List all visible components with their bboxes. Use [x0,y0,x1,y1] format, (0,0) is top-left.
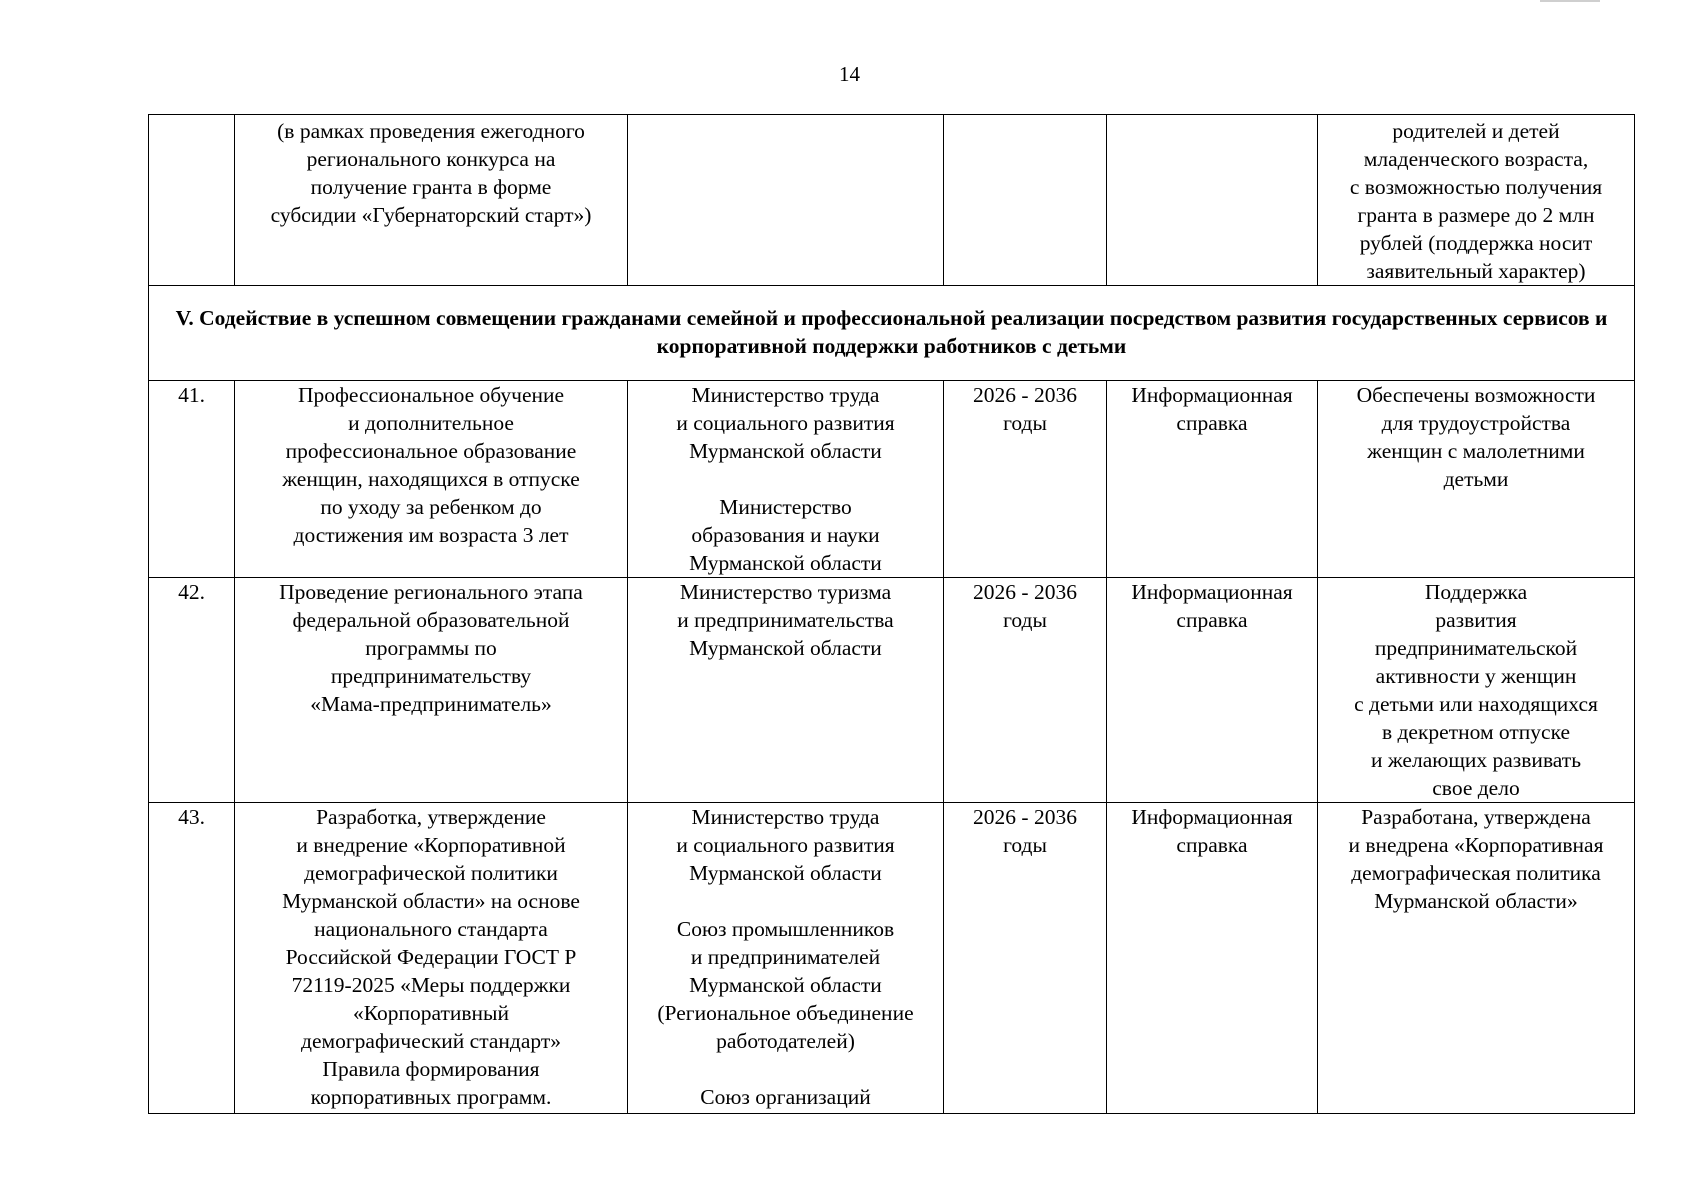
table-row [149,381,1635,578]
cell-number: 42. [149,578,235,803]
cell-executor: Министерство труда и социального развития Мурманской области Союз промышленников и предпринимателей Мурманской области (Региональное объединение работодателей) Союз организаций [628,803,944,1114]
cell-result: Поддержка развития предпринимательской активности у женщин с детьми или находящихся в декретном отпуске и желающих развивать свое дело [1318,578,1635,803]
section-heading-row [149,286,1635,381]
cell-event: Профессиональное обучение и дополнительное профессиональное образование женщин, находящихся в отпуске по уходу за ребенком до достижения им возраста 3 лет [235,381,628,578]
cell-report-form [1107,115,1318,286]
cell-term: 2026 - 2036 годы [944,578,1107,803]
cell-result: родителей и детей младенческого возраста, с возможностью получения гранта в размере до 2 млн рублей (поддержка носит заявительный характер) [1318,115,1635,286]
cell-executor [628,115,944,286]
cell-report-form: Информационная справка [1107,578,1318,803]
cell-report-form: Информационная справка [1107,803,1318,1114]
cell-event: Разработка, утверждение и внедрение «Корпоративной демографической политики Мурманской области» на основе национального стандарта Российской Федерации ГОСТ Р 72119-2025 «Меры поддержки «Корпоративный демографический стандарт» Правила формирования корпоративных программ. [235,803,628,1114]
cell-result: Обеспечены возможности для трудоустройства женщин с малолетними детьми [1318,381,1635,578]
scan-edge-mark [1540,0,1600,2]
measures-table [148,114,1635,1114]
cell-term: 2026 - 2036 годы [944,803,1107,1114]
table-row [149,578,1635,803]
page-number: 14 [839,62,860,86]
cell-number: 43. [149,803,235,1114]
table-row [149,803,1635,1114]
cell-number [149,115,235,286]
cell-event: (в рамках проведения ежегодного регионального конкурса на получение гранта в форме субсидии «Губернаторский старт») [235,115,628,286]
table-row-continuation [149,115,1635,286]
section-heading: V. Содействие в успешном совмещении гражданами семейной и профессиональной реализации посредством развития государственных сервисов и корпоративной поддержки работников с детьми [149,286,1635,381]
cell-term [944,115,1107,286]
cell-number: 41. [149,381,235,578]
cell-executor: Министерство труда и социального развития Мурманской области Министерство образования и науки Мурманской области [628,381,944,578]
cell-report-form: Информационная справка [1107,381,1318,578]
cell-event: Проведение регионального этапа федеральной образовательной программы по предпринимательству «Мама-предприниматель» [235,578,628,803]
cell-result: Разработана, утверждена и внедрена «Корпоративная демографическая политика Мурманской области» [1318,803,1635,1114]
cell-executor: Министерство туризма и предпринимательства Мурманской области [628,578,944,803]
cell-term: 2026 - 2036 годы [944,381,1107,578]
